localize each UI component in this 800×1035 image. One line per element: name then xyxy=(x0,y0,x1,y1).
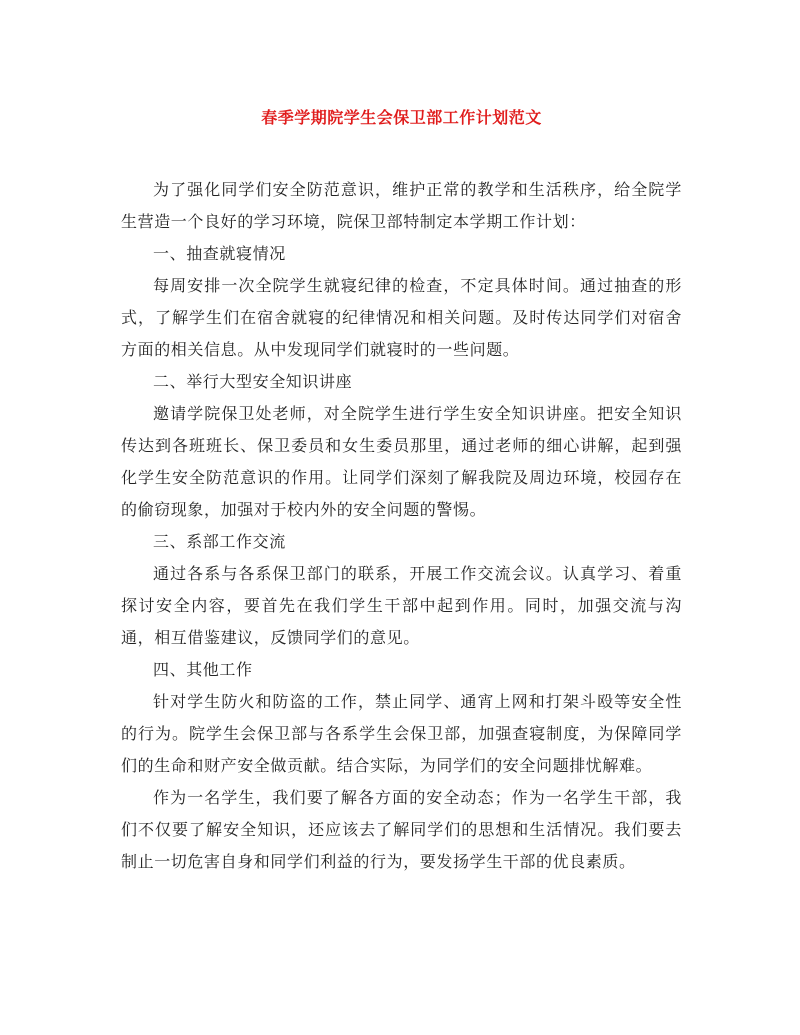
section-heading-2: 二、举行大型安全知识讲座 xyxy=(153,372,353,391)
section-heading-4: 四、其他工作 xyxy=(153,660,253,679)
paragraph-section-2: 邀请学院保卫处老师，对全院学生进行学生安全知识讲座。把安全知识传达到各班班长、保卫委员和女生委员那里，通过老师的细心讲解，起到强化学生安全防范意识的作用。让同学们深刻了解我院及周边环境，校园存在的偷窃现象，加强对于校内外的安全问题的警惕。 xyxy=(121,404,682,519)
paragraph-intro: 为了强化同学们安全防范意识，维护正常的教学和生活秩序，给全院学生营造一个良好的学习环境，院保卫部特制定本学期工作计划： xyxy=(121,180,682,231)
paragraph-section-4: 针对学生防火和防盗的工作，禁止同学、通宵上网和打架斗殴等安全性的行为。院学生会保卫部与各系学生会保卫部，加强查寝制度，为保障同学们的生命和财产安全做贡献。结合实际，为同学们的安全问题排忧解难。 xyxy=(121,692,682,775)
section-heading-3: 三、系部工作交流 xyxy=(153,532,286,551)
document-title: 春季学期院学生会保卫部工作计划范文 xyxy=(261,108,542,127)
paragraph-section-3: 通过各系与各系保卫部门的联系，开展工作交流会议。认真学习、着重探讨安全内容，要首先在我们学生干部中起到作用。同时，加强交流与沟通，相互借鉴建议，反馈同学们的意见。 xyxy=(121,564,682,647)
document-body xyxy=(121,174,682,878)
paragraph-section-1: 每周安排一次全院学生就寝纪律的检查，不定具体时间。通过抽查的形式，了解学生们在宿舍就寝的纪律情况和相关问题。及时传达同学们对宿舍方面的相关信息。从中发现同学们就寝时的一些问题。 xyxy=(121,276,682,359)
paragraph-conclusion: 作为一名学生，我们要了解各方面的安全动态；作为一名学生干部，我们不仅要了解安全知识，还应该去了解同学们的思想和生活情况。我们要去制止一切危害自身和同学们利益的行为，要发扬学生干部的优良素质。 xyxy=(121,788,682,871)
section-heading-1: 一、抽查就寝情况 xyxy=(153,244,286,263)
